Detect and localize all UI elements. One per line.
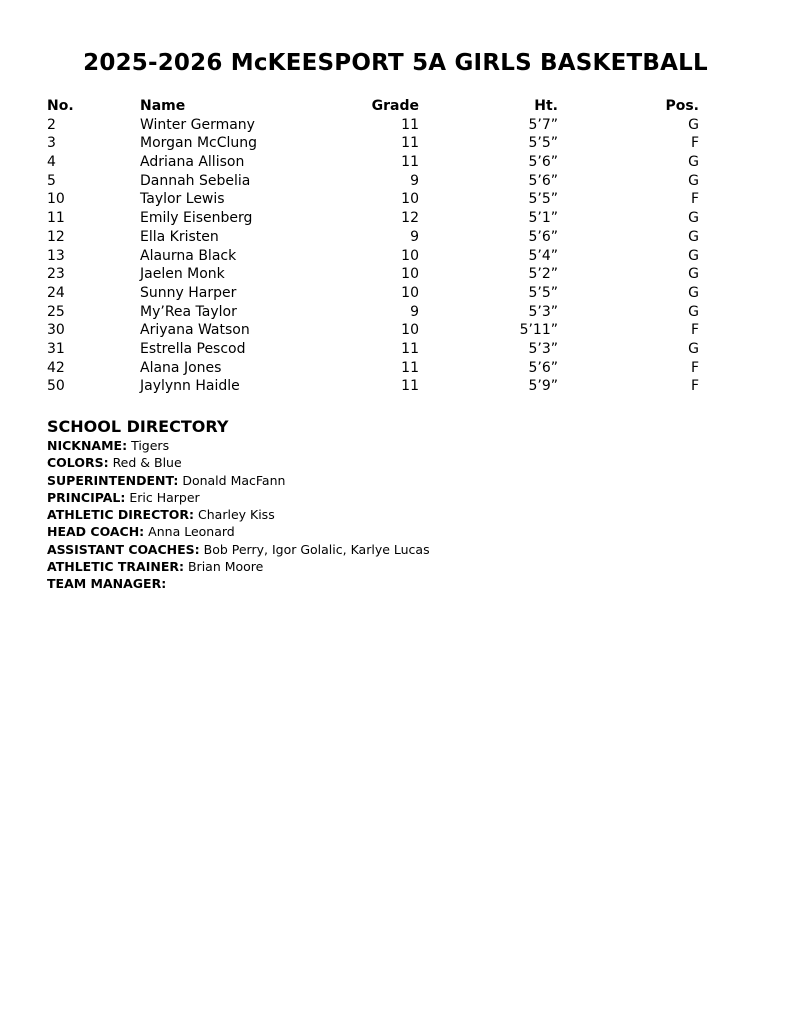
player-number: 12 [47, 228, 65, 245]
directory-label: HEAD COACH: [47, 524, 145, 540]
player-position: F [690, 378, 699, 395]
player-name: Alana Jones [140, 359, 222, 376]
directory-entry [47, 437, 647, 454]
player-name: Adriana Allison [140, 154, 245, 171]
player-position: G [688, 247, 699, 264]
player-number: 42 [47, 359, 65, 376]
directory-value: Eric Harper [129, 489, 200, 505]
directory-entry [47, 506, 647, 523]
player-position: G [688, 116, 699, 133]
directory-heading: SCHOOL DIRECTORY [47, 417, 229, 436]
player-name: Alaurna Black [140, 247, 237, 264]
roster-header-row [47, 97, 699, 116]
player-name: Estrella Pescod [140, 340, 246, 357]
directory-value: Donald MacFann [182, 472, 286, 488]
player-number: 10 [47, 191, 65, 208]
directory-value: Tigers [131, 438, 170, 453]
player-position: G [688, 340, 699, 357]
player-number: 4 [47, 154, 56, 171]
player-name: Jaylynn Haidle [140, 378, 240, 395]
player-number: 25 [47, 303, 65, 320]
player-number: 13 [47, 247, 65, 264]
player-grade: 9 [410, 172, 419, 189]
player-grade: 11 [401, 378, 419, 395]
player-grade: 11 [401, 359, 419, 376]
player-number: 23 [47, 266, 65, 283]
table-row [47, 265, 699, 284]
player-position: G [688, 228, 699, 245]
player-height: 5’1” [528, 210, 558, 227]
player-height: 5’4” [528, 247, 558, 264]
player-grade: 12 [401, 210, 419, 227]
directory-entry [47, 541, 647, 558]
player-position: G [688, 154, 699, 171]
table-row [47, 190, 699, 209]
roster-body [47, 116, 699, 396]
player-height: 5’2” [528, 266, 558, 283]
directory-value: Bob Perry, Igor Golalic, Karlye Lucas [203, 541, 430, 557]
player-name: Sunny Harper [140, 284, 237, 301]
directory-value: Charley Kiss [198, 507, 275, 523]
player-height: 5’6” [528, 359, 558, 376]
page-title: 2025-2026 McKEESPORT 5A GIRLS BASKETBALL [83, 50, 708, 76]
directory-value: Brian Moore [187, 559, 264, 575]
player-position: F [690, 191, 699, 208]
table-row [47, 172, 699, 191]
player-height: 5’7” [528, 116, 558, 133]
player-grade: 11 [401, 116, 419, 133]
player-grade: 10 [401, 266, 419, 283]
player-height: 5’3” [528, 303, 558, 320]
player-number: 30 [47, 322, 65, 339]
player-grade: 10 [401, 322, 419, 339]
header-name: Name [140, 98, 186, 114]
player-height: 5’5” [528, 191, 558, 208]
table-row [47, 284, 699, 303]
player-number: 3 [47, 135, 56, 152]
directory-list [47, 437, 647, 593]
directory-label: PRINCIPAL: [47, 489, 126, 505]
player-position: F [690, 322, 699, 339]
header-height: Ht. [534, 98, 558, 114]
player-name: Ella Kristen [140, 228, 219, 245]
directory-label: ASSISTANT COACHES: [47, 541, 200, 557]
player-grade: 10 [401, 284, 419, 301]
table-row [47, 303, 699, 322]
player-number: 11 [47, 210, 65, 227]
directory-entry [47, 575, 647, 592]
player-position: G [688, 172, 699, 189]
header-no: No. [47, 98, 74, 114]
player-grade: 11 [401, 154, 419, 171]
player-height: 5’6” [528, 228, 558, 245]
player-name: Taylor Lewis [140, 191, 225, 208]
directory-label: COLORS: [47, 455, 109, 471]
directory-label: ATHLETIC TRAINER: [47, 559, 184, 575]
player-grade: 10 [401, 191, 419, 208]
player-grade: 11 [401, 340, 419, 357]
player-position: G [688, 284, 699, 301]
directory-entry [47, 558, 647, 575]
player-height: 5’5” [528, 135, 558, 152]
table-row [47, 321, 699, 340]
player-position: G [688, 210, 699, 227]
player-height: 5’5” [528, 284, 558, 301]
table-row [47, 359, 699, 378]
table-row [47, 228, 699, 247]
player-number: 50 [47, 378, 65, 395]
table-row [47, 247, 699, 266]
player-name: Emily Eisenberg [140, 210, 253, 227]
table-row [47, 377, 699, 396]
directory-entry [47, 489, 647, 506]
directory-label: SUPERINTENDENT: [47, 472, 179, 488]
player-name: Dannah Sebelia [140, 172, 251, 189]
player-position: G [688, 303, 699, 320]
player-name: Jaelen Monk [140, 266, 225, 283]
player-position: G [688, 266, 699, 283]
directory-entry [47, 454, 647, 471]
player-number: 31 [47, 340, 65, 357]
roster-table [47, 97, 699, 396]
player-height: 5’6” [528, 154, 558, 171]
header-grade: Grade [371, 98, 419, 114]
table-row [47, 340, 699, 359]
player-grade: 10 [401, 247, 419, 264]
table-row [47, 116, 699, 135]
player-height: 5’3” [528, 340, 558, 357]
player-number: 5 [47, 172, 56, 189]
player-number: 24 [47, 284, 65, 301]
table-row [47, 153, 699, 172]
directory-entry [47, 472, 647, 489]
player-grade: 9 [410, 228, 419, 245]
directory-label: NICKNAME: [47, 438, 128, 453]
player-height: 5’9” [528, 378, 558, 395]
table-row [47, 209, 699, 228]
player-name: My’Rea Taylor [140, 303, 237, 320]
player-height: 5’6” [528, 172, 558, 189]
directory-entry [47, 523, 647, 540]
school-directory [47, 416, 647, 593]
player-height: 5’11” [519, 322, 558, 339]
player-name: Ariyana Watson [140, 322, 250, 339]
player-name: Winter Germany [140, 116, 255, 133]
header-position: Pos. [665, 98, 699, 114]
table-row [47, 134, 699, 153]
player-name: Morgan McClung [140, 135, 258, 152]
directory-label: TEAM MANAGER: [47, 576, 167, 592]
player-position: F [690, 135, 699, 152]
directory-value: Anna Leonard [148, 524, 235, 540]
player-position: F [690, 359, 699, 376]
player-grade: 9 [410, 303, 419, 320]
player-grade: 11 [401, 135, 419, 152]
directory-value: Red & Blue [112, 455, 182, 471]
player-number: 2 [47, 116, 56, 133]
directory-label: ATHLETIC DIRECTOR: [47, 507, 195, 523]
